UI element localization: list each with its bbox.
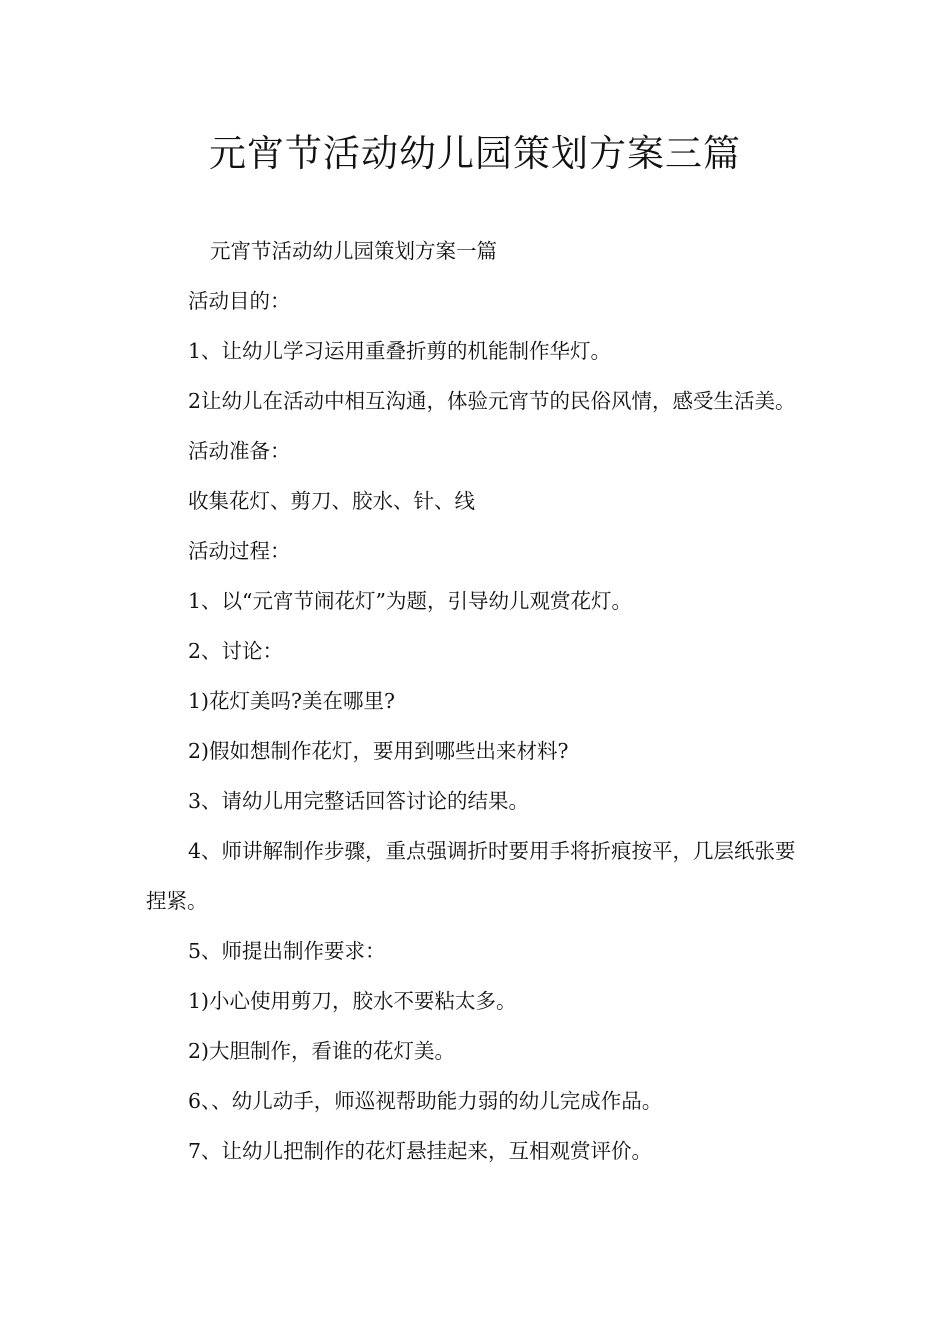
paragraph: 1、以“元宵节闹花灯”为题，引导幼儿观赏花灯。 [188,589,633,613]
paragraph: 6、、幼儿动手，师巡视帮助能力弱的幼儿完成作品。 [188,1089,663,1113]
paragraph: 1)花灯美吗?美在哪里? [188,689,396,713]
paragraph: 3、请幼儿用完整话回答讨论的结果。 [188,789,530,813]
paragraph: 活动过程： [188,539,291,563]
paragraph: 1、让幼儿学习运用重叠折剪的机能制作华灯。 [188,339,612,363]
section-heading: 元宵节活动幼儿园策划方案一篇 [210,239,497,263]
paragraph: 2、讨论： [188,639,284,663]
document-body [146,226,811,1176]
paragraph: 活动准备： [188,439,291,463]
paragraph: 2让幼儿在活动中相互沟通，体验元宵节的民俗风情，感受生活美。 [188,389,796,413]
paragraph: 7、让幼儿把制作的花灯悬挂起来，互相观赏评价。 [188,1139,653,1163]
document-title: 元宵节活动幼儿园策划方案三篇 [209,132,741,175]
paragraph: 2)假如想制作花灯，要用到哪些出来材料? [188,739,569,763]
paragraph: 1)小心使用剪刀，胶水不要粘太多。 [188,989,517,1013]
paragraph: 活动目的： [188,289,291,313]
paragraph: 5、师提出制作要求： [188,939,386,963]
paragraph: 收集花灯、剪刀、胶水、针、线 [188,489,475,513]
paragraph: 4、师讲解制作步骤，重点强调折时要用手将折痕按平，几层纸张要捏紧。 [146,839,796,913]
paragraph: 2)大胆制作，看谁的花灯美。 [188,1039,456,1063]
